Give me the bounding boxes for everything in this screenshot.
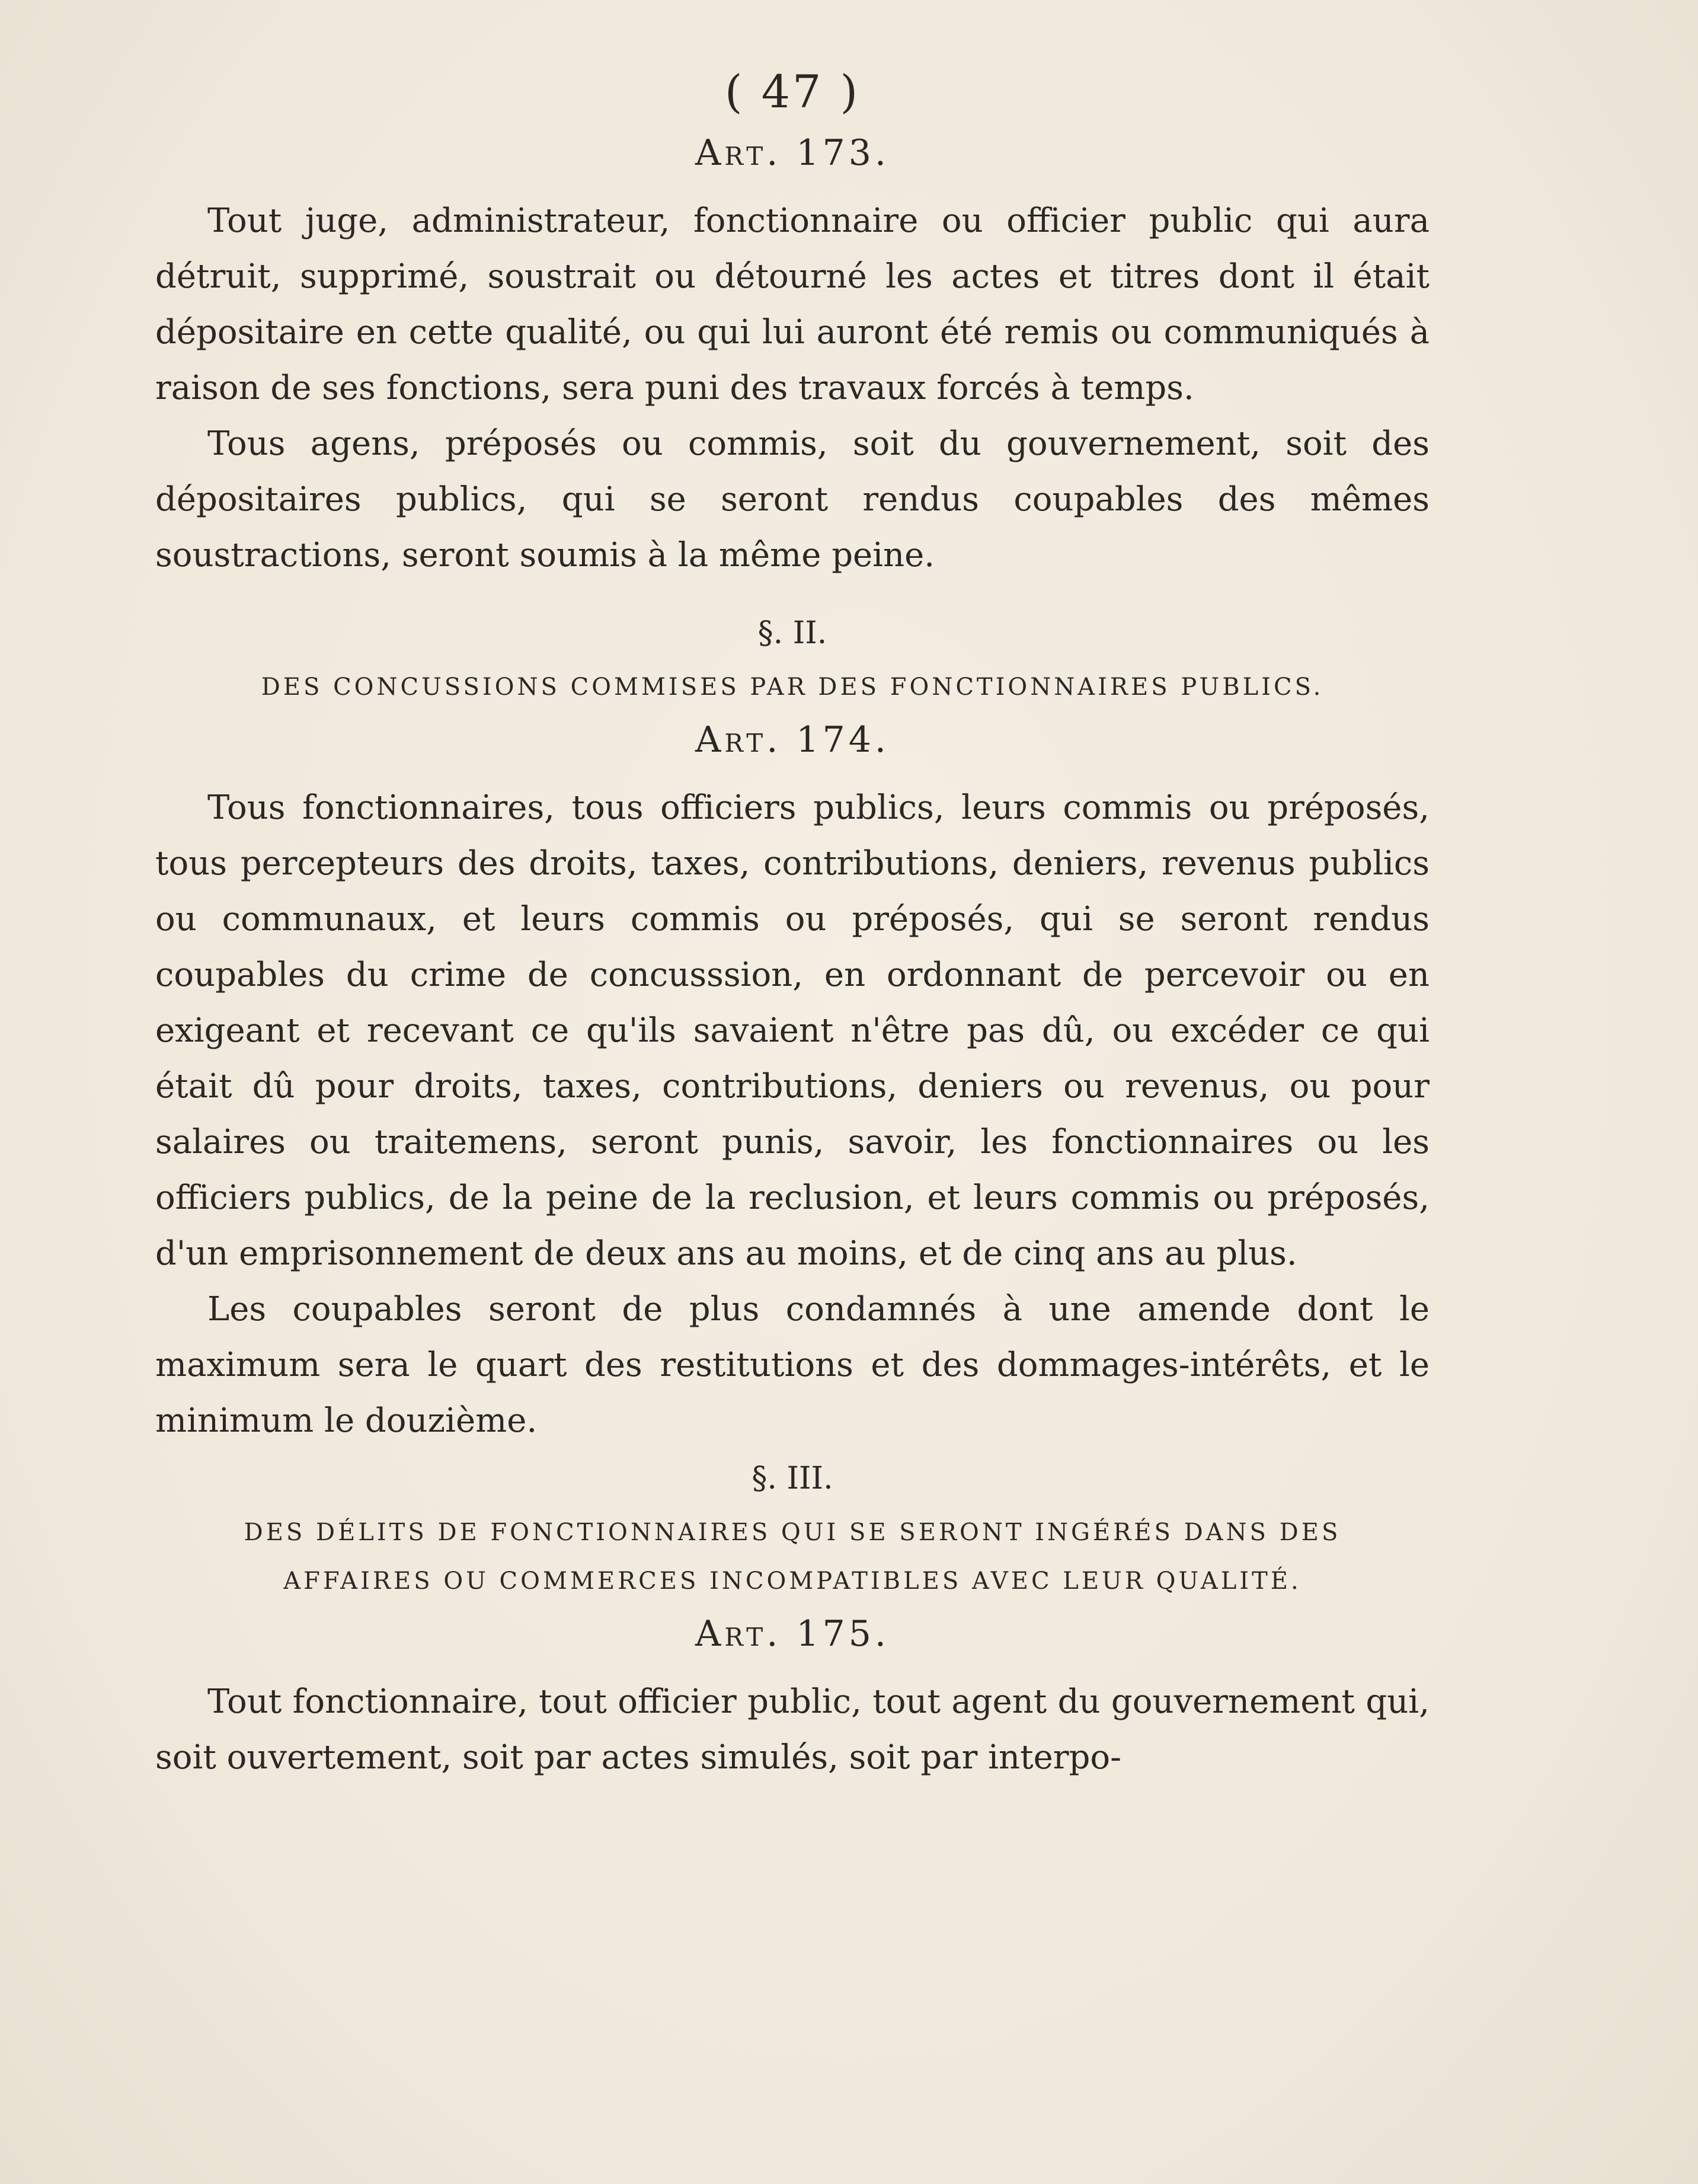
article-174-paragraph-1: Tous fonctionnaires, tous officiers publics, leurs commis ou préposés, tous percepteurs des droits, taxes, contributions, deniers, revenus publics ou communaux, et leurs commis ou préposés, qui se seront rendus coupables du crime de concusssion, en ordonnant de percevoir ou en exigeant et recevant ce qu'ils savaient n'être pas dû, ou excéder ce qui était dû pour droits, taxes, contributions, deniers ou revenus, ou pour salaires ou traitemens, seront punis, savoir, les fonctionnaires ou les officiers publics, de la peine de la reclusion, et leurs commis ou préposés, d'un emprisonnement de deux ans au moins, et de cinq ans au plus.	[155, 788, 1430, 1273]
article-173-paragraph-1: Tout juge, administrateur, fonctionnaire ou officier public qui aura détruit, supprimé, soustrait ou détourné les actes et titres dont il était dépositaire en cette qualité, ou qui lui auront été remis ou communiqués à raison de ses fonctions, sera puni des travaux forcés à temps.	[155, 202, 1430, 407]
section-2-mark: §. II.	[757, 615, 827, 651]
article-174-heading: Art. 174.	[695, 719, 890, 761]
section-2-title: DES CONCUSSIONS COMMISES PAR DES FONCTIONNAIRES PUBLICS.	[261, 673, 1324, 701]
section-3-title-line-1: DES DÉLITS DE FONCTIONNAIRES QUI SE SERONT INGÉRÉS DANS DES	[244, 1519, 1341, 1546]
article-173-paragraph-2: Tous agens, préposés ou commis, soit du gouvernement, soit des dépositaires publics, qui se seront rendus coupables des mêmes soustractions, seront soumis à la même peine.	[155, 424, 1430, 574]
section-3-title-line-2: AFFAIRES OU COMMERCES INCOMPATIBLES AVEC LEUR QUALITÉ.	[283, 1567, 1302, 1595]
page-number: ( 47 )	[724, 65, 861, 118]
section-3-mark: §. III.	[752, 1461, 833, 1496]
article-174-paragraph-2: Les coupables seront de plus condamnés à une amende dont le maximum sera le quart des restitutions et des dommages-intérêts, et le minimum le douzième.	[155, 1290, 1430, 1440]
document-page	[155, 59, 1430, 1786]
article-173-heading: Art. 173.	[695, 132, 890, 174]
article-175-heading: Art. 175.	[695, 1613, 890, 1655]
article-175-paragraph-1: Tout fonctionnaire, tout officier public, tout agent du gouvernement qui, soit ouvertement, soit par actes simulés, soit par interpo-	[155, 1682, 1430, 1777]
